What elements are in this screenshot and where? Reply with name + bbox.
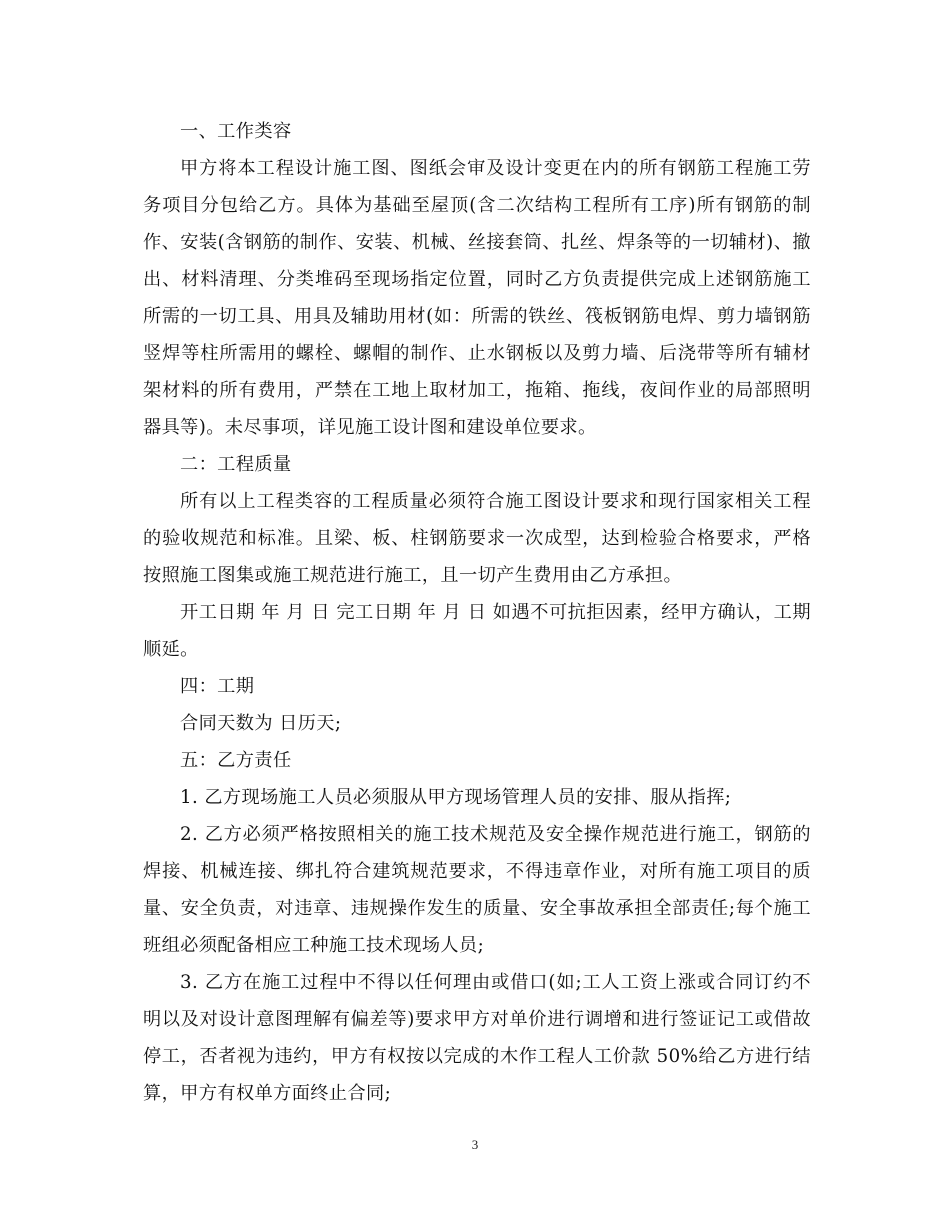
paragraph-contract-days: 合同天数为 日历天; <box>180 713 342 734</box>
paragraph-duty-2: 2. 乙方必须严格按照相关的施工技术规范及安全操作规范进行施工，钢筋的焊接、机械连接、绑扎符合建筑规范要求，不得违章作业，对所有施工项目的质量、安全负责，对违章、违规操作发生的质量、安全事故承担全部责任;每个施工班组必须配备相应工种施工技术现场人员; <box>143 824 811 956</box>
paragraph-duty-3: 3. 乙方在施工过程中不得以任何理由或借口(如;工人工资上涨或合同订约不明以及对设计意图理解有偏差等)要求甲方对单价进行调增和进行签证记工或借故停工，否者视为违约，甲方有权按以完成的木作工程人工价款 50%给乙方进行结算，甲方有权单方面终止合同; <box>143 972 811 1104</box>
paragraph-duty-1: 1. 乙方现场施工人员必须服从甲方现场管理人员的安排、服从指挥; <box>180 787 732 808</box>
paragraph-quality: 所有以上工程类容的工程质量必须符合施工图设计要求和现行国家相关工程的验收规范和标准。且梁、板、柱钢筋要求一次成型，达到检验合格要求，严格按照施工图集或施工规范进行施工，且一切产生费用由乙方承担。 <box>143 491 811 586</box>
section-heading-work-content: 一、工作类容 <box>180 121 292 142</box>
document-body <box>143 113 811 1112</box>
page-number: 3 <box>471 1137 479 1152</box>
section-heading-quality: 二：工程质量 <box>180 454 292 475</box>
paragraph-work-scope: 甲方将本工程设计施工图、图纸会审及设计变更在内的所有钢筋工程施工劳务项目分包给乙方。具体为基础至屋顶(含二次结构工程所有工序)所有钢筋的制作、安装(含钢筋的制作、安装、机械、丝接套筒、扎丝、焊条等的一切辅材)、撤出、材料清理、分类堆码至现场指定位置，同时乙方负责提供完成上述钢筋施工所需的一切工具、用具及辅助用材(如：所需的铁丝、筏板钢筋电焊、剪力墙钢筋竖焊等柱所需用的螺栓、螺帽的制作、止水钢板以及剪力墙、后浇带等所有辅材架材料的所有费用，严禁在工地上取材加工，拖箱、拖线，夜间作业的局部照明器具等)。未尽事项，详见施工设计图和建设单位要求。 <box>143 158 811 438</box>
paragraph-dates: 开工日期 年 月 日 完工日期 年 月 日 如遇不可抗拒因素，经甲方确认，工期顺延。 <box>143 602 811 660</box>
section-heading-party-b-duties: 五：乙方责任 <box>180 750 292 771</box>
section-heading-schedule: 四：工期 <box>180 676 255 697</box>
